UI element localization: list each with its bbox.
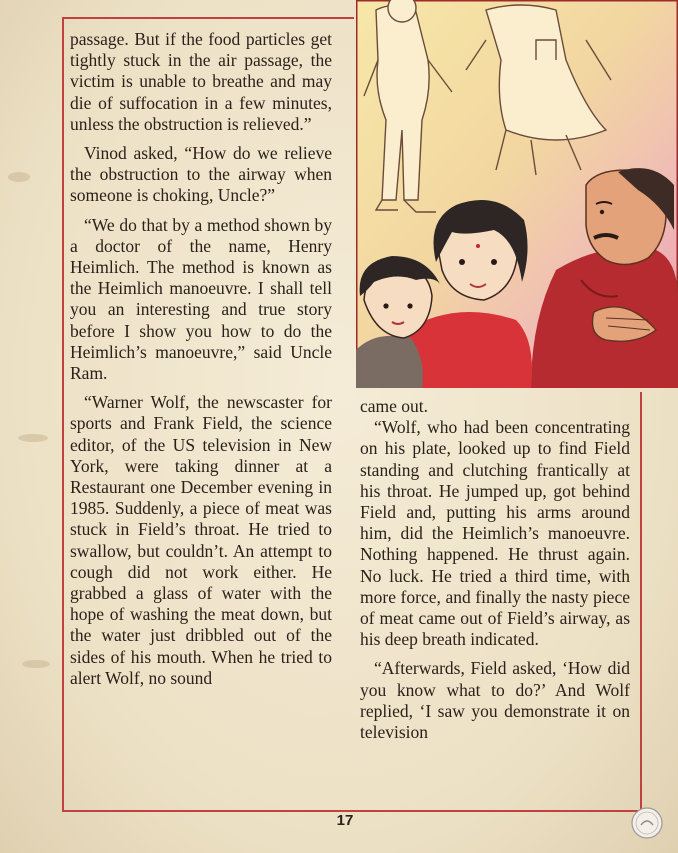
library-stamp-icon: [630, 806, 664, 840]
right-text-column: [360, 396, 630, 743]
frame-border-top: [62, 17, 354, 19]
paragraph-warner-wolf-story: “Warner Wolf, the newscaster for sports and Frank Field, the science editor, of the US television in New York, were taking dinner at a Restaurant one December evening in 1985. Suddenly, a piece of meat was stuck in Field’s throat. He tried to swallow, but couldn’t. An attempt to cough did not work either. He grabbed a glass of water with the hope of washing the meat down, but the water just dribbled out of the sides of his mouth. When he tried to alert Wolf, no sound: [70, 392, 332, 688]
frame-border-left: [62, 17, 64, 812]
page-smudge: [8, 172, 30, 182]
page-smudge: [18, 434, 48, 442]
page-number: 17: [336, 812, 354, 829]
paragraph-heimlich-method: “We do that by a method shown by a doctor of the name, Henry Heimlich. The method is known as the Heimlich manoeuvre. I shall tell you an interesting and true story before I show you how to do the Heimlich’s manoeuvre,” said Uncle Ram.: [70, 214, 332, 384]
paragraph-came-out: came out.: [360, 396, 429, 416]
paragraph-wolf-rescue: “Wolf, who had been concentrating on his plate, looked up to find Field standing and clutching frantically at his throat. He jumped up, got behind Field and, putting his arms around him, did the Heimlich’s manoeuvre. Nothing happened. He thrust again. No luck. He tried a third time, with more force, and finally the nasty piece of meat came out of Field’s airway, as his deep breath indicated.: [360, 417, 630, 650]
paragraph-vinod-question: Vinod asked, “How do we relieve the obstruction to the airway when someone is choking, Uncle?”: [70, 143, 332, 206]
frame-border-right: [640, 392, 642, 812]
left-text-column: [70, 29, 332, 689]
paragraph-choking-explanation: passage. But if the food particles get tightly stuck in the air passage, the victim is unable to breathe and may die of suffocation in a few minutes, unless the obstruction is relieved.”: [70, 29, 332, 134]
story-illustration: [356, 0, 678, 388]
paragraph-afterwards: “Afterwards, Field asked, ‘How did you know what to do?’ And Wolf replied, ‘I saw you demonstrate it on television: [360, 658, 630, 743]
page-smudge: [22, 660, 50, 668]
